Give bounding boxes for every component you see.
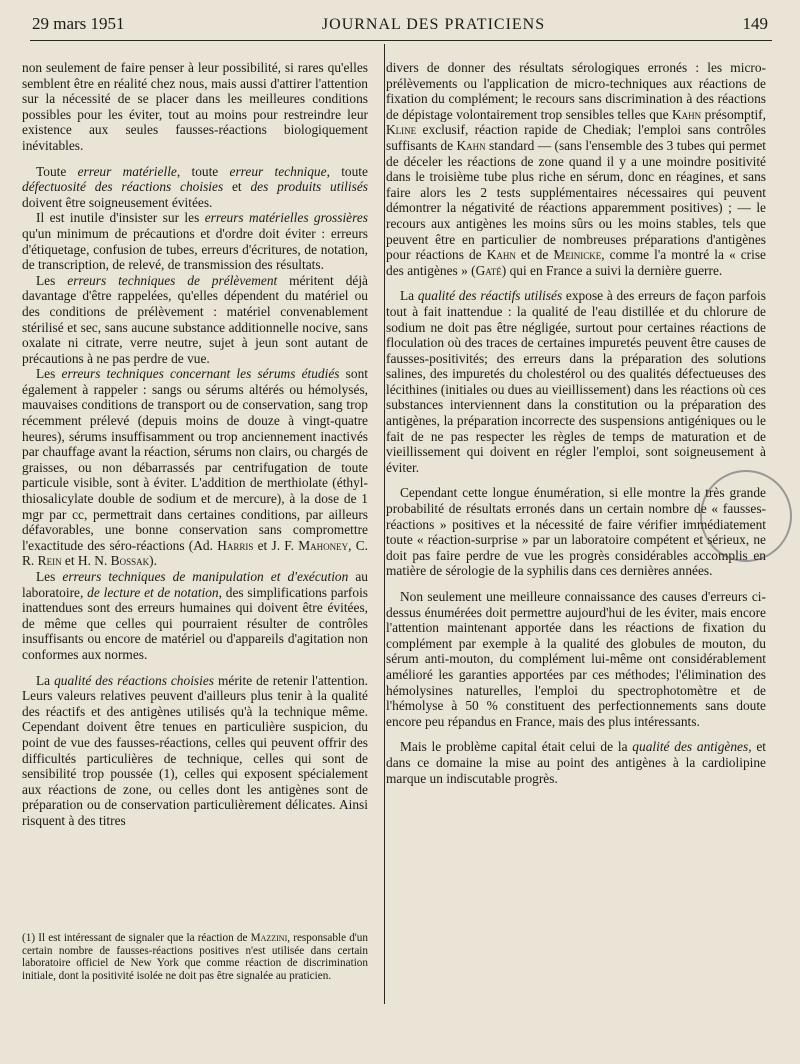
issue-date: 29 mars 1951 [32, 14, 125, 33]
left-column [22, 60, 368, 829]
paragraph: divers de donner des résultats sérologiques erronés : les micro-prélèvements ou l'application de micro-techniques aux réactions de fixation du complément; le recours sans discrimination à des réactions de dépistage volontairement trop sensibles telles que Kahn présomptif, Kline exclusif, réaction rapide de Chediak; l'emploi sans contrôles suffisants de Kahn standard — (sans l'ensemble des 3 tubes qui permet de déceler les réactions de zone quand il y a une moindre positivité dans le troisième tube plus riche en sérum, donc en réagines, et sans faire alors les 2 tests supplémentaires nécessaires qui peuvent démontrer la négativité de réactions apparemment positives) ; — le recours aux antigènes les moins sûrs ou les moins stables, tels que peuvent être en particulier de nombreuses préparations d'antigènes pour réactions de Kahn et de Meinicke, comme l'a montré la « crise des antigènes » (Gaté) qui en France a suivi la dernière guerre. [386, 60, 767, 278]
paragraph: La qualité des réactifs utilisés expose à des erreurs de façon parfois tout à fait inattendue : la qualité de l'eau distillée et du chlorure de sodium ne doit pas être négligée, surtout pour certaines réactions de floculation où des traces de certaines impuretés peuvent être causes de fausses-positivités; des erreurs dans la préparation des solutions salines, des impuretés du cholestérol ou des qualités défectueuses des lécithines (initiales ou dues au vieillissement) dans les réactions où ces substances interviennent dans la constitution ou la préparation des antigènes, la préparation incorrecte des suspensions antigéniques ou le fait de ne pas respecter les règles de temps de maturation et de vieillissement qui doivent en régler l'emploi, sont soigneusement à éviter. [386, 288, 766, 475]
paragraph: La qualité des réactions choisies mérite de retenir l'attention. Leurs valeurs relatives peuvent d'ailleurs plus tenir à la qualité des réactifs et des antigènes utilisés qu'à la technique même. Cependant doivent être tenues en particulière suspicion, du point de vue des fausses-réactions, celles qui peuvent offrir des difficultés particulières de technique, celles qui sont de sensibilité trop poussée (1), celles qui exposent spécialement aux réactions de zone, ou celles dont les antigènes sont de préparation ou de conservation particulièrement délicates. Ainsi risquent à des titres [22, 672, 368, 828]
library-stamp [700, 470, 792, 562]
paragraph: Les erreurs techniques de manipulation et d'exécution au laboratoire, de lecture et de notation, des simplifications parfois inattendues sont des erreurs humaines qui doivent être évitées, de même que celles qui pourraient résulter de contrôles insuffisants ou encore de matériel ou d'appareils d'agitation non conformes aux normes. [22, 569, 368, 662]
paragraph: Toute erreur matérielle, toute erreur technique, toute défectuosité des réactions choisies et des produits utilisés doivent être soigneusement évitées. [22, 163, 368, 210]
footnote: (1) Il est intéressant de signaler que la réaction de Mazzini, responsable d'un certain nombre de fausses-réactions positives n'est utilisée dans certain laboratoire officiel de New York que comme réaction de discrimination initiale, dont la positivité isolée ne doit pas être signalée au praticien. [22, 932, 368, 982]
paragraph: Les erreurs techniques de prélèvement méritent déjà davantage d'être rappelées, qu'elles dépendent du matériel ou des conditions de prélèvement : matériel convenablement stérilisé et sec, sans aucune substance additionnelle nocive, sans oxalate ni citrate, verre neutre, sujet à jeun sont autant de précautions à ne pas perdre de vue. [22, 272, 368, 366]
paragraph: non seulement de faire penser à leur possibilité, si rares qu'elles semblent être en réalité chez nous, mais aussi d'attirer l'attention sur la nécessité de se placer dans les meilleures conditions possibles pour les éviter, tout au moins pour restreindre leur existence aux seules fausses-réactions biologiquement inévitables. [22, 60, 368, 153]
paragraph: Les erreurs techniques concernant les sérums étudiés sont également à rappeler : sangs ou sérums altérés ou hémolysés, mauvaises conditions de transport ou de conservation, sang trop récemment prélevé (depuis moins de douze à vingt-quatre heures), sérums insuffisamment ou trop anciennement inactivés par chauffage avant la réaction, sérums non clairs, ou chargés de graisses, ou non débarrassés par centrifugation de toute particule visible, sont à éviter. L'addition de merthiolate (éthyl-thiosalicylate double de sodium et de mercure), à la dose de 1 mgr par cc, permettrait dans certaines conditions, par ailleurs défavorables, une bonne conservation sans compromettre l'exactitude des séro-réactions (Ad. Harris et J. F. Mahoney, C. R. Rein et H. N. Bossak). [22, 366, 369, 569]
running-header [32, 14, 768, 38]
paragraph: Il est inutile d'insister sur les erreurs matérielles grossières qu'un minimum de précautions et d'ordre doit éviter : erreurs d'étiquetage, confusion de tubes, erreurs d'écritures, de notation, de transcription, de relevé, de transmission des résultats. [22, 210, 368, 273]
paragraph: Mais le problème capital était celui de la qualité des antigènes, et dans ce domaine la mise au point des antigènes à la cardiolipine marque un indiscutable progrès. [386, 739, 767, 786]
journal-title: JOURNAL DES PRATICIENS [321, 16, 546, 33]
column-divider [384, 44, 385, 1004]
paragraph: Cependant cette longue énumération, si elle montre la très grande probabilité de résultats erronés dans un certain nombre de « fausses-réactions » positives et la nécessité de faire vérifier immédiatement toute « réaction-surprise » par un laboratoire compétent et sérieux, ne doit pas faire perdre de vue les progrès considérables accomplis en matière de sérologie de la syphilis dans ces dernières années. [386, 485, 766, 579]
right-column [386, 60, 766, 786]
paragraph: Non seulement une meilleure connaissance des causes d'erreurs ci-dessus énumérées doit permettre aujourd'hui de les éviter, mais encore l'attention maintenant apportée dans les réactions de fixation du complément par exemple à la qualité des globules de mouton, du sérum anti-mouton, du complément lui-même ont considérablement amélioré les garanties apportées par ces méthodes; l'élimination des hémolysines naturelles, l'emploi du spectrophotomètre et de l'hémolyse à 50 % constituent des perfectionnements sans doute encore peu répandus en France, mais des plus intéressants. [386, 589, 766, 729]
page-number: 149 [742, 14, 768, 33]
header-rule [30, 40, 772, 41]
